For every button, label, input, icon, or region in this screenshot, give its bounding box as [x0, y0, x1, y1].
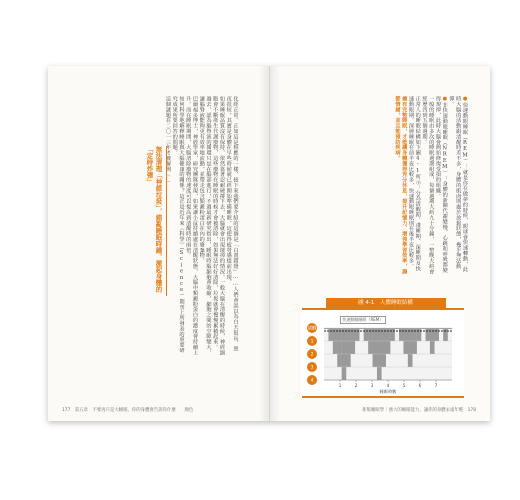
y-tick-label: 2	[310, 352, 313, 358]
x-tick-label: 7	[434, 383, 437, 388]
left-paragraph: 如何科學地解釋睡眠與大腦健康的關係？這正是近年來《科學》（Science）期刊上所發表的重要研究成果所要回答的問題。	[171, 96, 185, 353]
left-page	[48, 66, 270, 421]
stage-bar	[354, 328, 359, 341]
right-page-footer: 新版睡眠學｜強大的睡眠能力，讓你的身體永遠年輕 178	[362, 408, 476, 413]
right-body-text	[308, 96, 468, 276]
y-tick-label: 3	[310, 365, 313, 371]
stage-bar	[399, 328, 404, 341]
stage-bar	[381, 328, 386, 367]
right-paragraph: 快速動眼睡眠（REM）：就是你在做夢的時候，眼球會快速轉動，此時大腦的活動跟清醒時差不多，身體的肌肉則處於放鬆狀態，幾乎無法動彈。	[448, 96, 468, 273]
x-axis-label: 睡眠時數	[379, 389, 396, 394]
stage-bar	[337, 328, 342, 367]
x-tick-label: 1	[338, 383, 341, 388]
x-tick-label: 4	[386, 383, 389, 388]
gutter-shadow	[270, 66, 280, 421]
left-paragraph: 巴爾福多博士，神經學家，研究團隊發現，如果讓小鼠持續處在清醒狀態，大腦中類澱粉蛋白的濃度會持續上升。而在睡眠期間，大腦清除廢物的速度可以提高到清醒時的兩倍。	[185, 96, 198, 356]
stage-bar	[407, 328, 412, 367]
stage-bar	[416, 328, 421, 341]
section-heading: 無法清理「神經垃圾」，錯亂睡眠時鐘，激起身體的「定時炸彈」	[140, 146, 167, 296]
stage-bar	[328, 328, 333, 341]
right-highlight-paragraph: 擁有完整睡眠，才能讓身體獲得充分休息，提升記憶力、增強學習效率，調節情緒，並且能預防疾病。	[394, 96, 408, 275]
y-tick-label: 4	[310, 378, 313, 384]
stage-bar	[390, 328, 395, 341]
x-tick-label: 5	[402, 383, 405, 388]
x-tick-label: 2	[354, 383, 357, 388]
x-tick-label: 3	[370, 383, 373, 388]
figure-title: 圖 4-1 人體睡眠結構	[326, 298, 446, 308]
left-paragraph: 這個謎題在二〇一三年才被解開……	[165, 96, 171, 184]
right-paragraph: 非快速動眼睡眠（NREM）：身體的新陳代謝變慢，心跳和呼吸都變得規律，此時大腦會開始修復受損的組織。	[435, 96, 448, 273]
stage-bar	[425, 328, 430, 341]
figure-legend: 快速動眼睡眠（REM）	[340, 316, 387, 324]
bullet-icon: ●	[441, 96, 448, 103]
y-tick-label: 1	[310, 339, 313, 345]
stage-bar	[443, 328, 448, 341]
right-page	[270, 66, 491, 421]
bullet-icon: ●	[462, 96, 468, 103]
stage-bar	[434, 328, 439, 341]
stage-bar	[346, 328, 351, 367]
left-paragraph: 過去，認為腦脊液的循環只是在腦部進行，不過最新研究指出，睡眠時腦細胞會收縮，細胞之間的空隙變大，讓腦脊液能夠更有效率地流動，並帶走包含類澱粉蛋白在內的廢棄物。	[198, 96, 212, 356]
book-spread	[48, 66, 490, 421]
right-paragraph: 正常人的睡眠結構如下圖4-1所示：分為清醒期、淺睡期、深睡期及快速動眼期。深層睡眠在前半夜比較多，快速動眼睡眠則在後半夜比較多。	[408, 96, 421, 272]
right-paragraph: 一般的睡眠由多次的睡眠週期組成，每個週期大約九十分鐘，一整晚大約會經歷四到五個週期。	[421, 96, 435, 275]
x-tick-label: 6	[418, 383, 421, 388]
y-tick-label: 清醒	[307, 326, 316, 332]
left-paragraph: 如果睡眠品質沒有保持，依然靠著忍耐硬撐下去，大腦就會出現壞掉的情況。一般大腦在清醒的時候，神經細胞會不斷產生代謝廢物，這些廢物在睡眠的時候才會被清除，如果無法好好清除，垃圾就會慢慢累積起來。	[212, 96, 225, 356]
gutter-shadow	[259, 66, 269, 421]
left-opening-paragraph: 化經正常。正如這是相應的一樣，接下來我們要介紹的這個是「白晝錯覺」……人們會誤以為白天很長、黑夜很短，其實是身體在早些時候就已經開始準備睡眠，這使得疲勞感提前出現。	[225, 96, 239, 352]
left-body-text	[109, 96, 239, 356]
stage-bar	[363, 328, 368, 341]
left-page-footer: 177 第五章 不要再只是大睡眠，你的身體會告訴你什麼 顏色	[62, 408, 194, 413]
stage-bar	[372, 328, 377, 367]
